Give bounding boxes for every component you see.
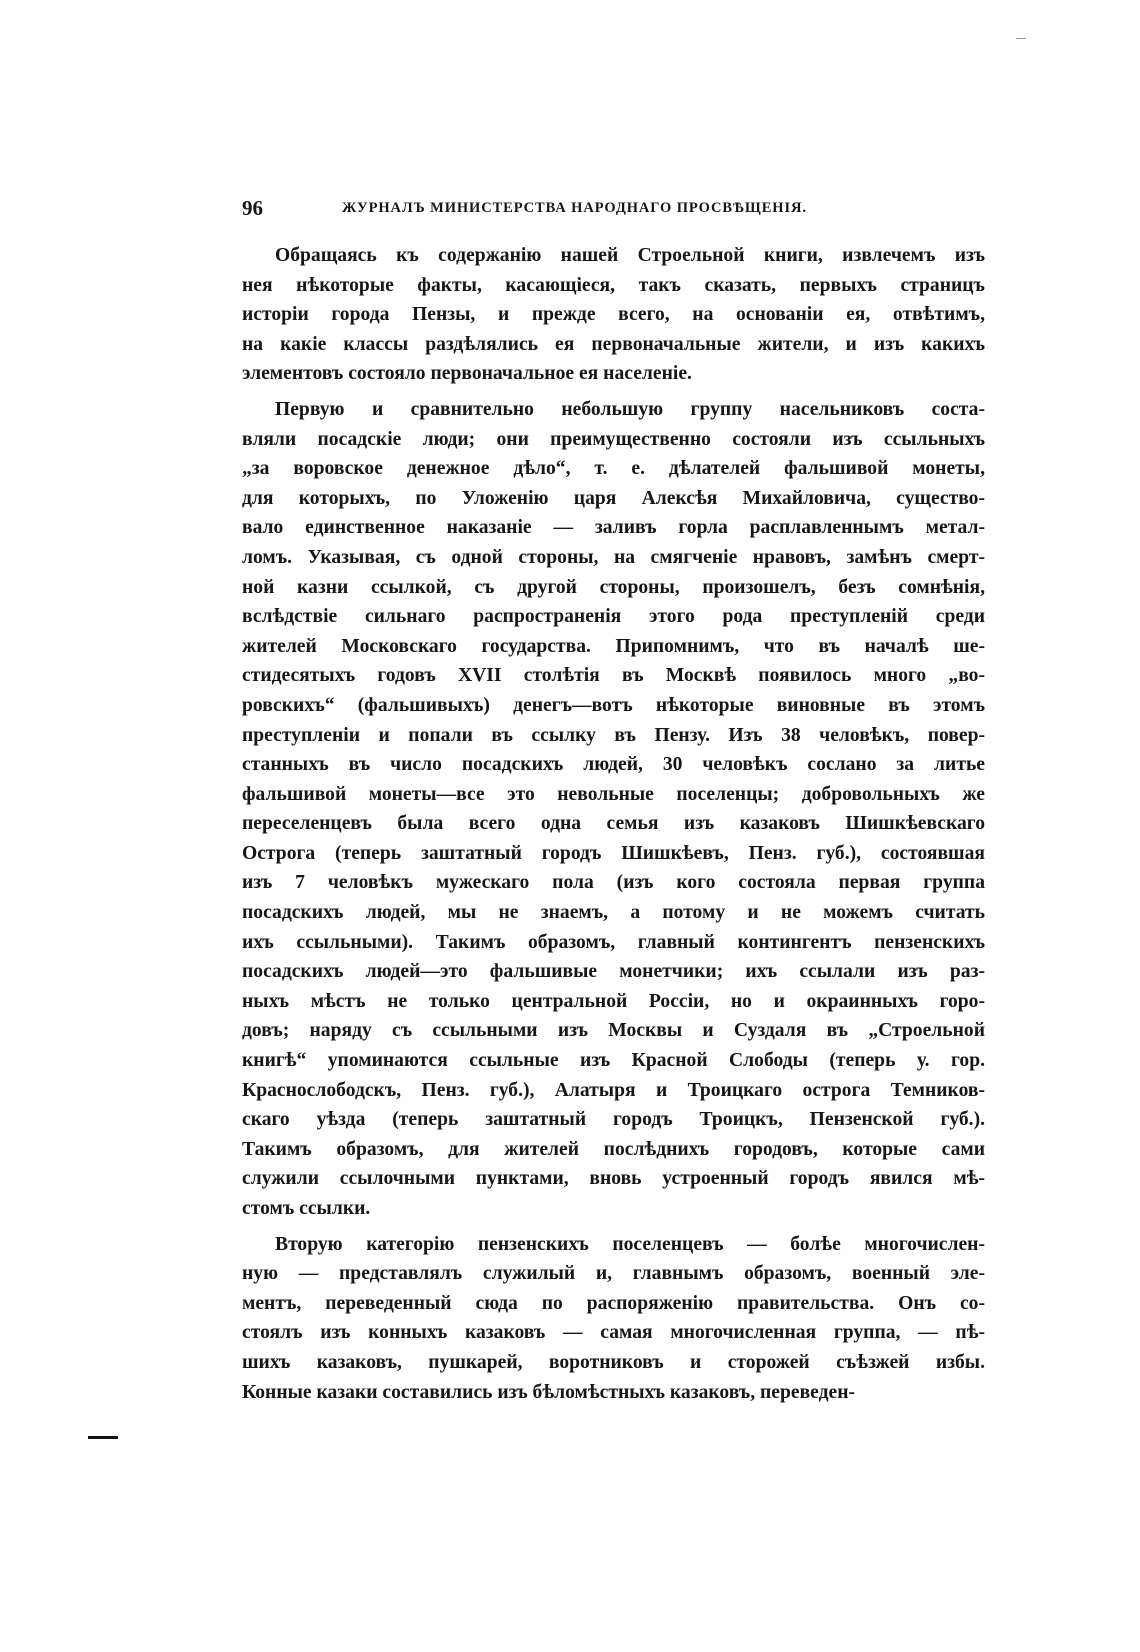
- body-text: [242, 241, 985, 1407]
- text-line: Конные казаки составились изъ бѣломѣстныхъ казаковъ, переведен-: [242, 1381, 856, 1403]
- text-line: ныхъ мѣстъ не только центральной Россіи, но и окраинныхъ горо-: [242, 990, 985, 1012]
- text-line: нея нѣкоторые факты, касающіеся, такъ сказать, первыхъ страницъ: [242, 274, 985, 296]
- text-line: для которыхъ, по Уложенію царя Алексѣя Михайловича, существо-: [242, 487, 985, 509]
- text-line: Вторую категорію пензенскихъ поселенцевъ — болѣе многочислен-: [275, 1233, 985, 1255]
- text-line: ной казни ссылкой, съ другой стороны, произошелъ, безъ сомнѣнія,: [242, 576, 985, 598]
- text-line: ровскихъ“ (фальшивыхъ) денегъ—вотъ нѣкоторые виновные въ этомъ: [242, 694, 985, 716]
- text-line: элементовъ состояло первоначальное ея населеніе.: [242, 363, 692, 385]
- text-line: переселенцевъ была всего одна семья изъ казаковъ Шишкѣевскаго: [242, 813, 985, 835]
- text-line: скаго уѣзда (теперь заштатный городъ Троицкъ, Пензенской губ.).: [242, 1109, 985, 1131]
- text-line: ментъ, переведенный сюда по распоряженію правительства. Онъ со-: [242, 1292, 985, 1314]
- text-line: фальшивой монеты—все это невольные поселенцы; добровольныхъ же: [242, 783, 985, 805]
- text-line: Краснослободскъ, Пенз. губ.), Алатыря и Троицкаго острога Темников-: [242, 1079, 985, 1101]
- text-line: книгѣ“ упоминаются ссыльные изъ Красной Слободы (теперь у. гор.: [242, 1050, 985, 1072]
- text-line: посадскихъ людей—это фальшивые монетчики; ихъ ссылали изъ раз-: [242, 961, 985, 983]
- text-line: посадскихъ людей, мы не знаемъ, а потому и не можемъ считать: [242, 902, 985, 924]
- text-line: вало единственное наказаніе — заливъ горла расплавленнымъ метал-: [242, 517, 985, 539]
- text-line: жителей Московскаго государства. Припомнимъ, что въ началѣ ше-: [242, 635, 985, 657]
- text-line: вслѣдствіе сильнаго распространенія этого рода преступленій среди: [242, 606, 985, 628]
- text-line: „за воровское денежное дѣло“, т. е. дѣлателей фальшивой монеты,: [242, 458, 985, 480]
- text-line: ихъ ссыльными). Такимъ образомъ, главный контингентъ пензенскихъ: [242, 931, 985, 953]
- paragraph: [242, 1230, 985, 1408]
- text-line: шихъ казаковъ, пушкарей, воротниковъ и сторожей съѣзжей избы.: [242, 1351, 985, 1373]
- page-header: [242, 196, 982, 226]
- page-number: 96: [242, 196, 263, 220]
- text-line: Первую и сравнительно небольшую группу насельниковъ соста-: [275, 398, 985, 420]
- margin-dash-mark: [88, 1436, 118, 1439]
- paragraph: [242, 395, 985, 1224]
- text-line: ную — представлялъ служилый и, главнымъ образомъ, военный эле-: [242, 1263, 985, 1285]
- text-line: стомъ ссылки.: [242, 1198, 371, 1219]
- text-line: стоялъ изъ конныхъ казаковъ — самая многочисленная группа, — пѣ-: [242, 1322, 985, 1344]
- text-line: станныхъ въ число посадскихъ людей, 30 человѣкъ сослано за литье: [242, 754, 985, 776]
- text-line: Обращаясь къ содержанію нашей Строельной книги, извлечемъ изъ: [275, 245, 985, 266]
- text-line: Острога (теперь заштатный городъ Шишкѣевъ, Пенз. губ.), состоявшая: [242, 842, 985, 864]
- text-line: довъ; наряду съ ссыльными изъ Москвы и Суздаля въ „Строельной: [242, 1020, 985, 1042]
- text-line: на какіе классы раздѣлялись ея первоначальные жители, и изъ какихъ: [242, 333, 985, 355]
- paragraph: [242, 241, 985, 389]
- text-line: Такимъ образомъ, для жителей послѣднихъ городовъ, которые сами: [242, 1138, 985, 1160]
- text-line: стидесятыхъ годовъ XVII столѣтія въ Москвѣ появилось много „во-: [242, 665, 985, 687]
- text-line: преступленіи и попали въ ссылку въ Пензу. Изъ 38 человѣкъ, повер-: [242, 724, 985, 746]
- scan-corner-mark: [1016, 38, 1026, 39]
- running-title: ЖУРНАЛЪ МИНИСТЕРСТВА НАРОДНАГО ПРОСВѢЩЕНІЯ.: [342, 200, 807, 216]
- text-line: вляли посадскіе люди; они преимущественно состояли изъ ссыльныхъ: [242, 428, 985, 450]
- text-line: ломъ. Указывая, съ одной стороны, на смягченіе нравовъ, замѣнъ смерт-: [242, 546, 985, 568]
- text-line: изъ 7 человѣкъ мужескаго пола (изъ кого состояла первая группа: [242, 872, 985, 894]
- text-line: исторіи города Пензы, и прежде всего, на основаніи ея, отвѣтимъ,: [242, 304, 985, 326]
- text-line: служили ссылочными пунктами, вновь устроенный городъ явился мѣ-: [242, 1168, 985, 1190]
